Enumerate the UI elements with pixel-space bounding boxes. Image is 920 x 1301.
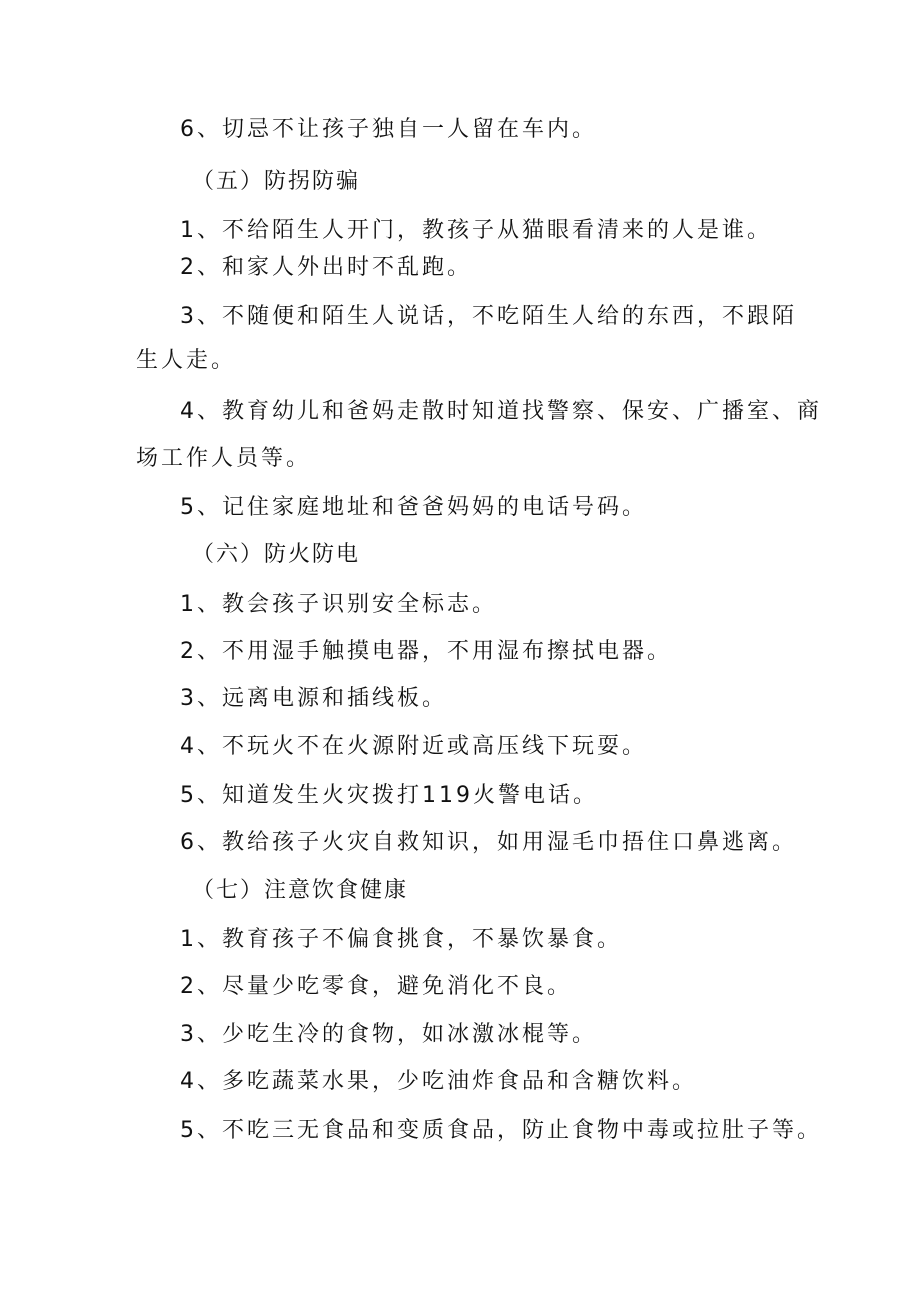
- list-item: 4、不玩火不在火源附近或高压线下玩耍。: [180, 734, 647, 759]
- list-item: 1、教育孩子不偏食挑食，不暴饮暴食。: [180, 927, 622, 952]
- list-item: 6、教给孩子火灾自救知识，如用湿毛巾捂住口鼻逃离。: [180, 830, 797, 855]
- list-item: 3、少吃生冷的食物，如冰激冰棍等。: [180, 1022, 597, 1047]
- list-item: 6、切忌不让孩子独自一人留在车内。: [180, 117, 597, 142]
- list-item: 4、多吃蔬菜水果，少吃油炸食品和含糖饮料。: [180, 1069, 697, 1094]
- section-heading: （七）注意饮食健康: [192, 878, 409, 903]
- list-item-continuation: 场工作人员等。: [136, 446, 312, 471]
- list-item: 5、知道发生火灾拨打119火警电话。: [180, 783, 598, 808]
- list-item: 3、不随便和陌生人说话，不吃陌生人给的东西，不跟陌: [180, 304, 797, 329]
- list-item: 4、教育幼儿和爸妈走散时知道找警察、保安、广播室、商: [180, 399, 822, 424]
- list-item: 3、远离电源和插线板。: [180, 686, 447, 711]
- list-item: 5、记住家庭地址和爸爸妈妈的电话号码。: [180, 495, 647, 520]
- list-item-continuation: 生人走。: [136, 348, 237, 373]
- list-item: 2、不用湿手触摸电器，不用湿布擦拭电器。: [180, 639, 672, 664]
- list-item: 1、不给陌生人开门，教孩子从猫眼看清来的人是谁。: [180, 218, 772, 243]
- section-heading: （六）防火防电: [192, 542, 361, 567]
- list-item: 2、尽量少吃零食，避免消化不良。: [180, 974, 572, 999]
- list-item: 5、不吃三无食品和变质食品，防止食物中毒或拉肚子等。: [180, 1118, 822, 1143]
- list-item: 1、教会孩子识别安全标志。: [180, 592, 497, 617]
- section-heading: （五）防拐防骗: [192, 169, 361, 194]
- list-item: 2、和家人外出时不乱跑。: [180, 255, 472, 280]
